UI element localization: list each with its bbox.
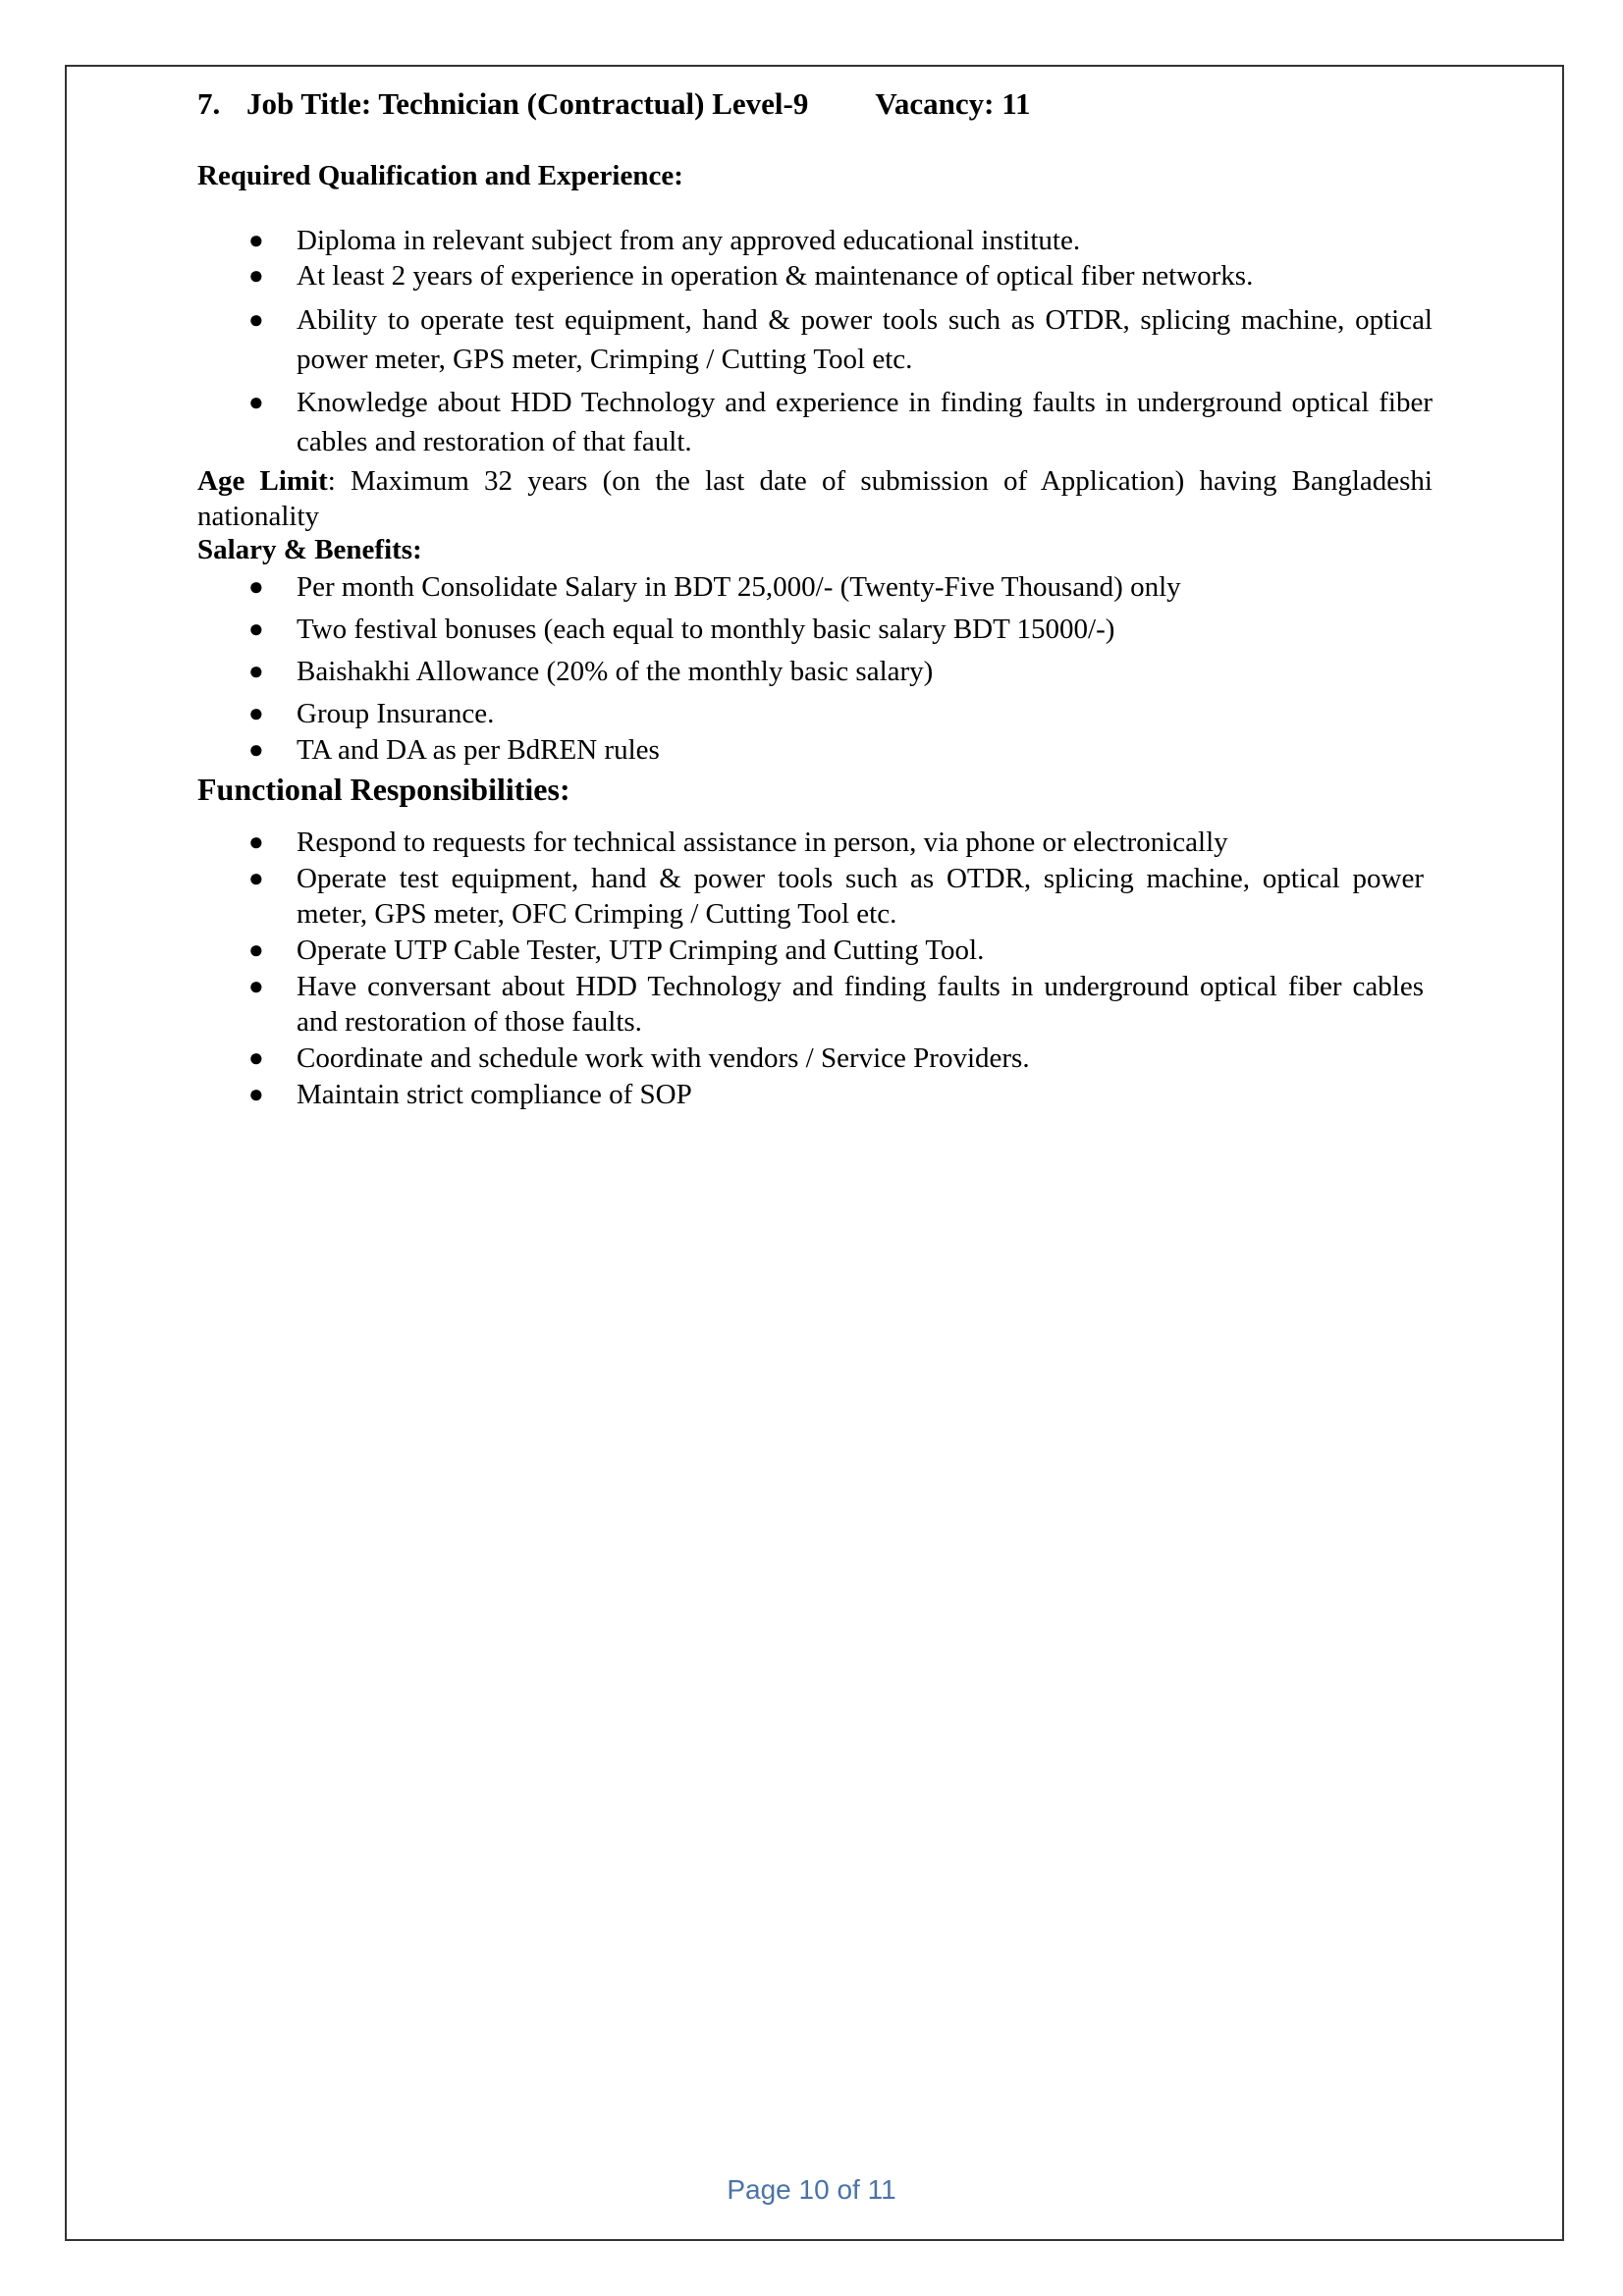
list-item: ● At least 2 years of experience in operation & maintenance of optical fiber networks. xyxy=(248,260,1254,292)
list-item: ● Respond to requests for technical assistance in person, via phone or electronically xyxy=(248,827,1228,858)
bullet-icon: ● xyxy=(248,1080,264,1108)
bullet-icon: ● xyxy=(248,614,264,643)
list-item: ● Have conversant about HDD Technology and finding faults in underground optical fiber cables and restoration of those faults. xyxy=(248,971,1424,1038)
list-item: ● Two festival bonuses (each equal to monthly basic salary BDT 15000/-) xyxy=(248,614,1115,645)
list-item: ● Baishakhi Allowance (20% of the monthly basic salary) xyxy=(248,656,934,687)
list-item: ● Knowledge about HDD Technology and experience in finding faults in underground optical fiber cables and restoration of that fault. xyxy=(197,383,1433,461)
bullet-icon: ● xyxy=(248,935,264,964)
list-item: ● Maintain strict compliance of SOP xyxy=(248,1079,692,1110)
bullet-icon: ● xyxy=(248,864,264,892)
bullet-icon: ● xyxy=(248,572,264,601)
bullet-icon: ● xyxy=(248,1043,264,1072)
salary-list xyxy=(197,569,1433,768)
list-item: ● Diploma in relevant subject from any approved educational institute. xyxy=(248,225,1081,256)
responsibilities-list xyxy=(197,825,1424,1112)
qualification-list xyxy=(197,223,1433,461)
bullet-icon: ● xyxy=(248,828,264,856)
job-title-line xyxy=(197,86,1031,122)
responsibilities-heading: Functional Responsibilities: xyxy=(197,772,570,807)
bullet-icon: ● xyxy=(248,657,264,685)
list-item: ● Operate test equipment, hand & power tools such as OTDR, splicing machine, optical power meter, GPS meter, OFC Crimping / Cutting Tool etc. xyxy=(248,863,1424,930)
bullet-icon: ● xyxy=(248,735,264,764)
list-item: ● Coordinate and schedule work with vendors / Service Providers. xyxy=(248,1042,1030,1074)
job-number: 7. xyxy=(197,86,221,121)
job-title: Job Title: Technician (Contractual) Level-9 xyxy=(246,86,809,121)
list-item: ● Ability to operate test equipment, hand & power tools such as OTDR, splicing machine, optical power meter, GPS meter, Crimping / Cutting Tool etc. xyxy=(197,300,1433,379)
age-limit-text: : Maximum 32 years (on the last date of submission of Application) having Bangladeshi nationality xyxy=(197,465,1433,532)
age-limit-label: Age Limit xyxy=(197,465,328,497)
list-item: ● TA and DA as per BdREN rules xyxy=(248,734,660,766)
bullet-icon: ● xyxy=(248,305,264,334)
age-limit xyxy=(197,463,1433,534)
salary-heading: Salary & Benefits: xyxy=(197,534,422,565)
list-item: ● Group Insurance. xyxy=(248,698,495,729)
bullet-icon: ● xyxy=(248,699,264,727)
bullet-icon: ● xyxy=(248,261,264,290)
bullet-icon: ● xyxy=(248,972,264,1000)
list-item: ● Operate UTP Cable Tester, UTP Crimping and Cutting Tool. xyxy=(248,934,985,966)
qualification-heading: Required Qualification and Experience: xyxy=(197,160,683,191)
job-vacancy: Vacancy: 11 xyxy=(875,86,1031,121)
bullet-icon: ● xyxy=(248,226,264,254)
bullet-icon: ● xyxy=(248,388,264,416)
list-item: ● Per month Consolidate Salary in BDT 25,000/- (Twenty-Five Thousand) only xyxy=(248,571,1181,603)
page-number: Page 10 of 11 xyxy=(727,2174,896,2205)
